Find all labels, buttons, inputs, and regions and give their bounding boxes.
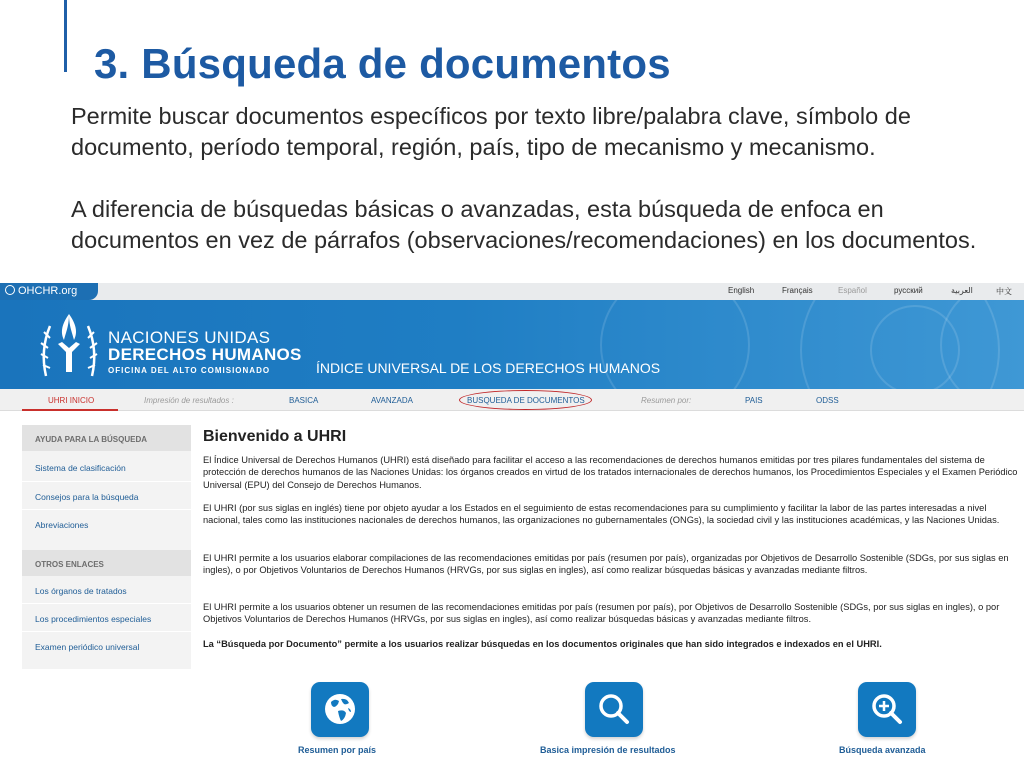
title-accent-bar [64,0,67,72]
lang-russian[interactable]: русский [894,286,923,295]
index-title: ÍNDICE UNIVERSAL DE LOS DERECHOS HUMANOS [316,360,661,376]
nav-country[interactable]: PAIS [745,396,763,405]
welcome-paragraph: El Índice Universal de Derechos Humanos (UHRI) está diseñado para facilitar el acceso a las recomendaciones de derechos humanos emitidas por tres pilares fundamentales del sistema de protección de derechos humanos de las Naciones Unidas: los órganos creados en virtud de los tratados internacionales de derechos humanos, los Procedimientos Especiales y el Examen Periódico Universal (EPU) del Consejo de Derechos Humanos. [203,455,1018,490]
nav-active-indicator [22,409,118,411]
slide-title: 3. Búsqueda de documentos [94,40,671,87]
welcome-paragraph-bold: La “Búsqueda por Documento” permite a los usuarios realizar búsquedas en los documentos originales que han sido integrados e indexados en el UHRI. [203,639,882,649]
action-label-advanced: Búsqueda avanzada [839,745,926,755]
human-rights-emblem-icon [36,310,102,380]
uhri-website-screenshot [0,283,1024,768]
welcome-paragraph: El UHRI permite a los usuarios obtener un resumen de las recomendaciones emitidas por país (resumen por país), por Objetivos de Desarrollo Sostenible (SDGs, por sus siglas en ingles), o por Objetivos Voluntarios de Derechos Humanos (HRVGs, por sus siglas en ingles), así como realizar búsquedas básicas y avanzadas mediante filtros. [203,602,1000,625]
nav-print-label: Impresión de resultados : [144,396,234,405]
welcome-paragraph: El UHRI (por sus siglas en inglés) tiene por objeto ayudar a los Estados en el seguimiento de estas recomendaciones para su cumplimiento y facilitar la labor de las partes interesadas a nivel nacional, tales como las instituciones nacionales de derechos humanos, las organizaciones no gubernamentales (ONGs), la sociedad civil y las instituciones académicas, y las Naciones Unidas. [203,503,1000,526]
nav-document-search[interactable]: BUSQUEDA DE DOCUMENTOS [467,396,585,405]
globe-icon [5,285,15,295]
lang-espanol: Español [838,286,867,295]
org-office: OFICINA DEL ALTO COMISIONADO [108,366,271,375]
sidebar-link-special-procedures[interactable]: Los procedimientos especiales [35,614,152,624]
country-summary-button[interactable] [311,682,369,737]
sidebar-link-classification[interactable]: Sistema de clasificación [35,463,126,473]
advanced-search-button[interactable] [858,682,916,737]
globe-icon [311,682,369,737]
welcome-paragraph: El UHRI permite a los usuarios elaborar compilaciones de las recomendaciones emitidas por país (resumen por país), organizadas por Objetivos de Desarrollo Sostenible (SDGs, por sus siglas en ingles), o por Objetivos Voluntarios de Derechos Humanos (HRVGs, por sus siglas en ingles), así como realizar búsquedas básicas y avanzadas mediante filtros. [203,553,1009,576]
language-bar [0,283,1024,300]
slide-description [71,101,1011,256]
lang-chinese[interactable]: 中文 [996,287,1012,296]
org-rights: DERECHOS HUMANOS [108,345,302,364]
slide-paragraph: A diferencia de búsquedas básicas o avanzadas, esta búsqueda de enfoca en documentos en vez de párrafos (observaciones/recomendaciones) en los documentos. [71,196,977,253]
sidebar-link-treaty-bodies[interactable]: Los órganos de tratados [35,586,127,596]
sidebar-link-abbreviations[interactable]: Abreviaciones [35,520,89,530]
magnifier-plus-icon [858,682,916,737]
nav-basic[interactable]: BASICA [289,396,319,405]
lang-arabic[interactable]: العربية [951,286,973,295]
lang-francais[interactable]: Français [782,286,813,295]
sidebar-heading-help: AYUDA PARA LA BÚSQUEDA [22,425,191,451]
magnifier-icon [585,682,643,737]
highlight-oval [459,390,592,410]
sidebar-heading-other: OTROS ENLACES [22,550,191,576]
sidebar-link-upr[interactable]: Examen periódico universal [35,642,140,652]
nav-summary-label: Resumen por: [641,396,692,405]
main-nav [0,389,1024,411]
sidebar [22,425,191,669]
org-name: NACIONES UNIDAS [108,328,271,347]
site-banner [0,300,1024,389]
welcome-title: Bienvenido a UHRI [203,428,347,445]
basic-print-button[interactable] [585,682,643,737]
action-label-basic-print: Basica impresión de resultados [540,745,676,755]
nav-sdgs[interactable]: ODSS [816,396,839,405]
ohchr-logo[interactable]: OHCHR.org [0,283,98,300]
lang-english[interactable]: English [728,286,755,295]
slide-paragraph: Permite buscar documentos específicos por texto libre/palabra clave, símbolo de documento, período temporal, región, país, tipo de mecanismo y mecanismo. [71,103,911,160]
sidebar-link-search-tips[interactable]: Consejos para la búsqueda [35,492,139,502]
nav-advanced[interactable]: AVANZADA [371,396,413,405]
nav-uhri-home[interactable]: UHRI INICIO [48,396,95,405]
action-label-country: Resumen por país [298,745,377,755]
